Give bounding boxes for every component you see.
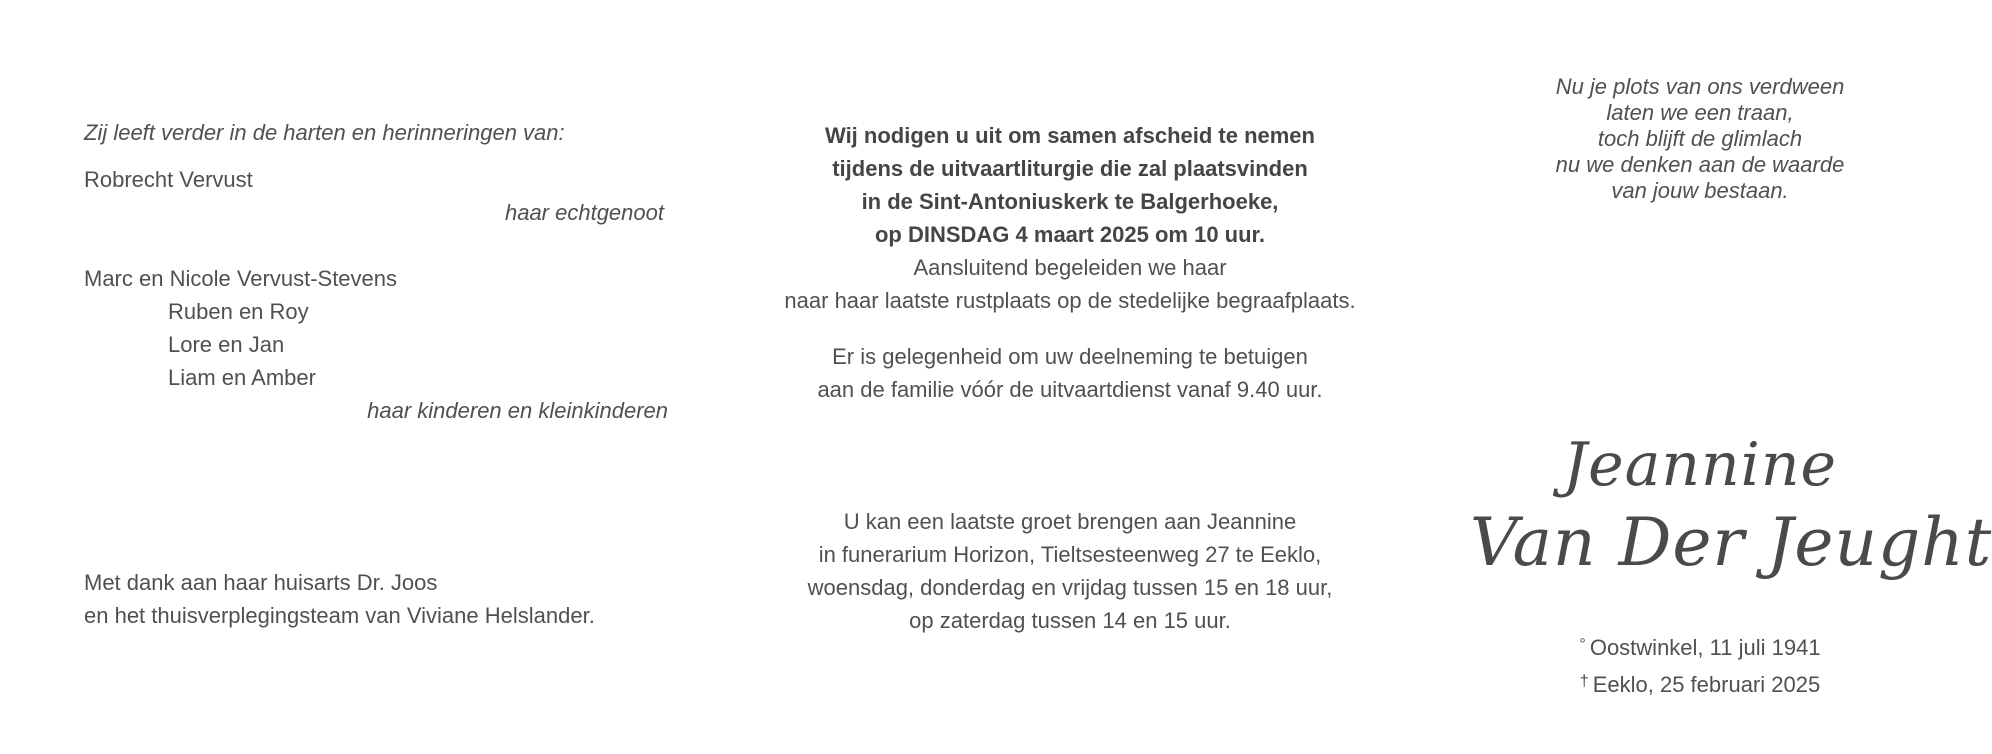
life-dates <box>1470 628 1930 702</box>
poem-line: laten we een traan, <box>1606 100 1794 125</box>
burial-line: naar haar laatste rustplaats op de stedelijke begraafplaats. <box>784 288 1356 313</box>
grandchild-name: Liam en Amber <box>168 365 316 390</box>
visit-block <box>730 505 1410 637</box>
visit-line: woensdag, donderdag en vrijdag tussen 15 en 18 uur, <box>807 575 1333 600</box>
death-text: Eeklo, 25 februari 2025 <box>1592 672 1821 697</box>
deceased-first-name: Jeannine <box>1563 430 1837 500</box>
condolence-line: aan de familie vóór de uitvaartdienst vanaf 9.40 uur. <box>817 377 1323 402</box>
intro-text: Zij leeft verder in de harten en herinneringen van: <box>84 120 565 145</box>
birth-text: Oostwinkel, 11 juli 1941 <box>1589 635 1821 660</box>
burial-line: Aansluitend begeleiden we haar <box>913 255 1227 280</box>
grandchild-name: Ruben en Roy <box>168 299 309 324</box>
cross-icon: † <box>1579 673 1589 690</box>
grandchild-name: Lore en Jan <box>168 332 285 357</box>
condolence-line: Er is gelegenheid om uw deelneming te betuigen <box>832 344 1308 369</box>
invitation-line: tijdens de uitvaartliturgie die zal plaatsvinden <box>832 156 1308 181</box>
visit-line: U kan een laatste groet brengen aan Jeannine <box>843 509 1297 534</box>
invitation-block <box>730 119 1410 317</box>
death-row <box>1470 665 1930 702</box>
visit-line: op zaterdag tussen 14 en 15 uur. <box>909 608 1231 633</box>
deceased-last-name: Van Der Jeught <box>1470 504 1992 581</box>
invitation-line: in de Sint-Antoniuskerk te Balgerhoeke, <box>861 189 1279 214</box>
invitation-line: Wij nodigen u uit om samen afscheid te nemen <box>825 123 1315 148</box>
children-relation: haar kinderen en kleinkinderen <box>367 398 668 423</box>
thanks-line: Met dank aan haar huisarts Dr. Joos <box>84 570 438 595</box>
visit-line: in funerarium Horizon, Tieltsesteenweg 27 te Eeklo, <box>818 542 1322 567</box>
child-family-name: Marc en Nicole Vervust-Stevens <box>84 266 398 291</box>
partner-relation: haar echtgenoot <box>504 200 664 225</box>
poem-line: toch blijft de glimlach <box>1597 126 1803 151</box>
invitation-line: op DINSDAG 4 maart 2025 om 10 uur. <box>874 222 1266 247</box>
poem <box>1470 74 1930 204</box>
birth-symbol: ° <box>1579 636 1586 653</box>
poem-line: van jouw bestaan. <box>1611 178 1789 203</box>
birth-row <box>1470 628 1930 665</box>
poem-line: nu we denken aan de waarde <box>1555 152 1845 177</box>
thanks-line: en het thuisverplegingsteam van Viviane Helslander. <box>84 603 595 628</box>
poem-line: Nu je plots van ons verdween <box>1555 74 1845 99</box>
partner-name: Robrecht Vervust <box>84 167 253 192</box>
condolence-block <box>730 340 1410 406</box>
